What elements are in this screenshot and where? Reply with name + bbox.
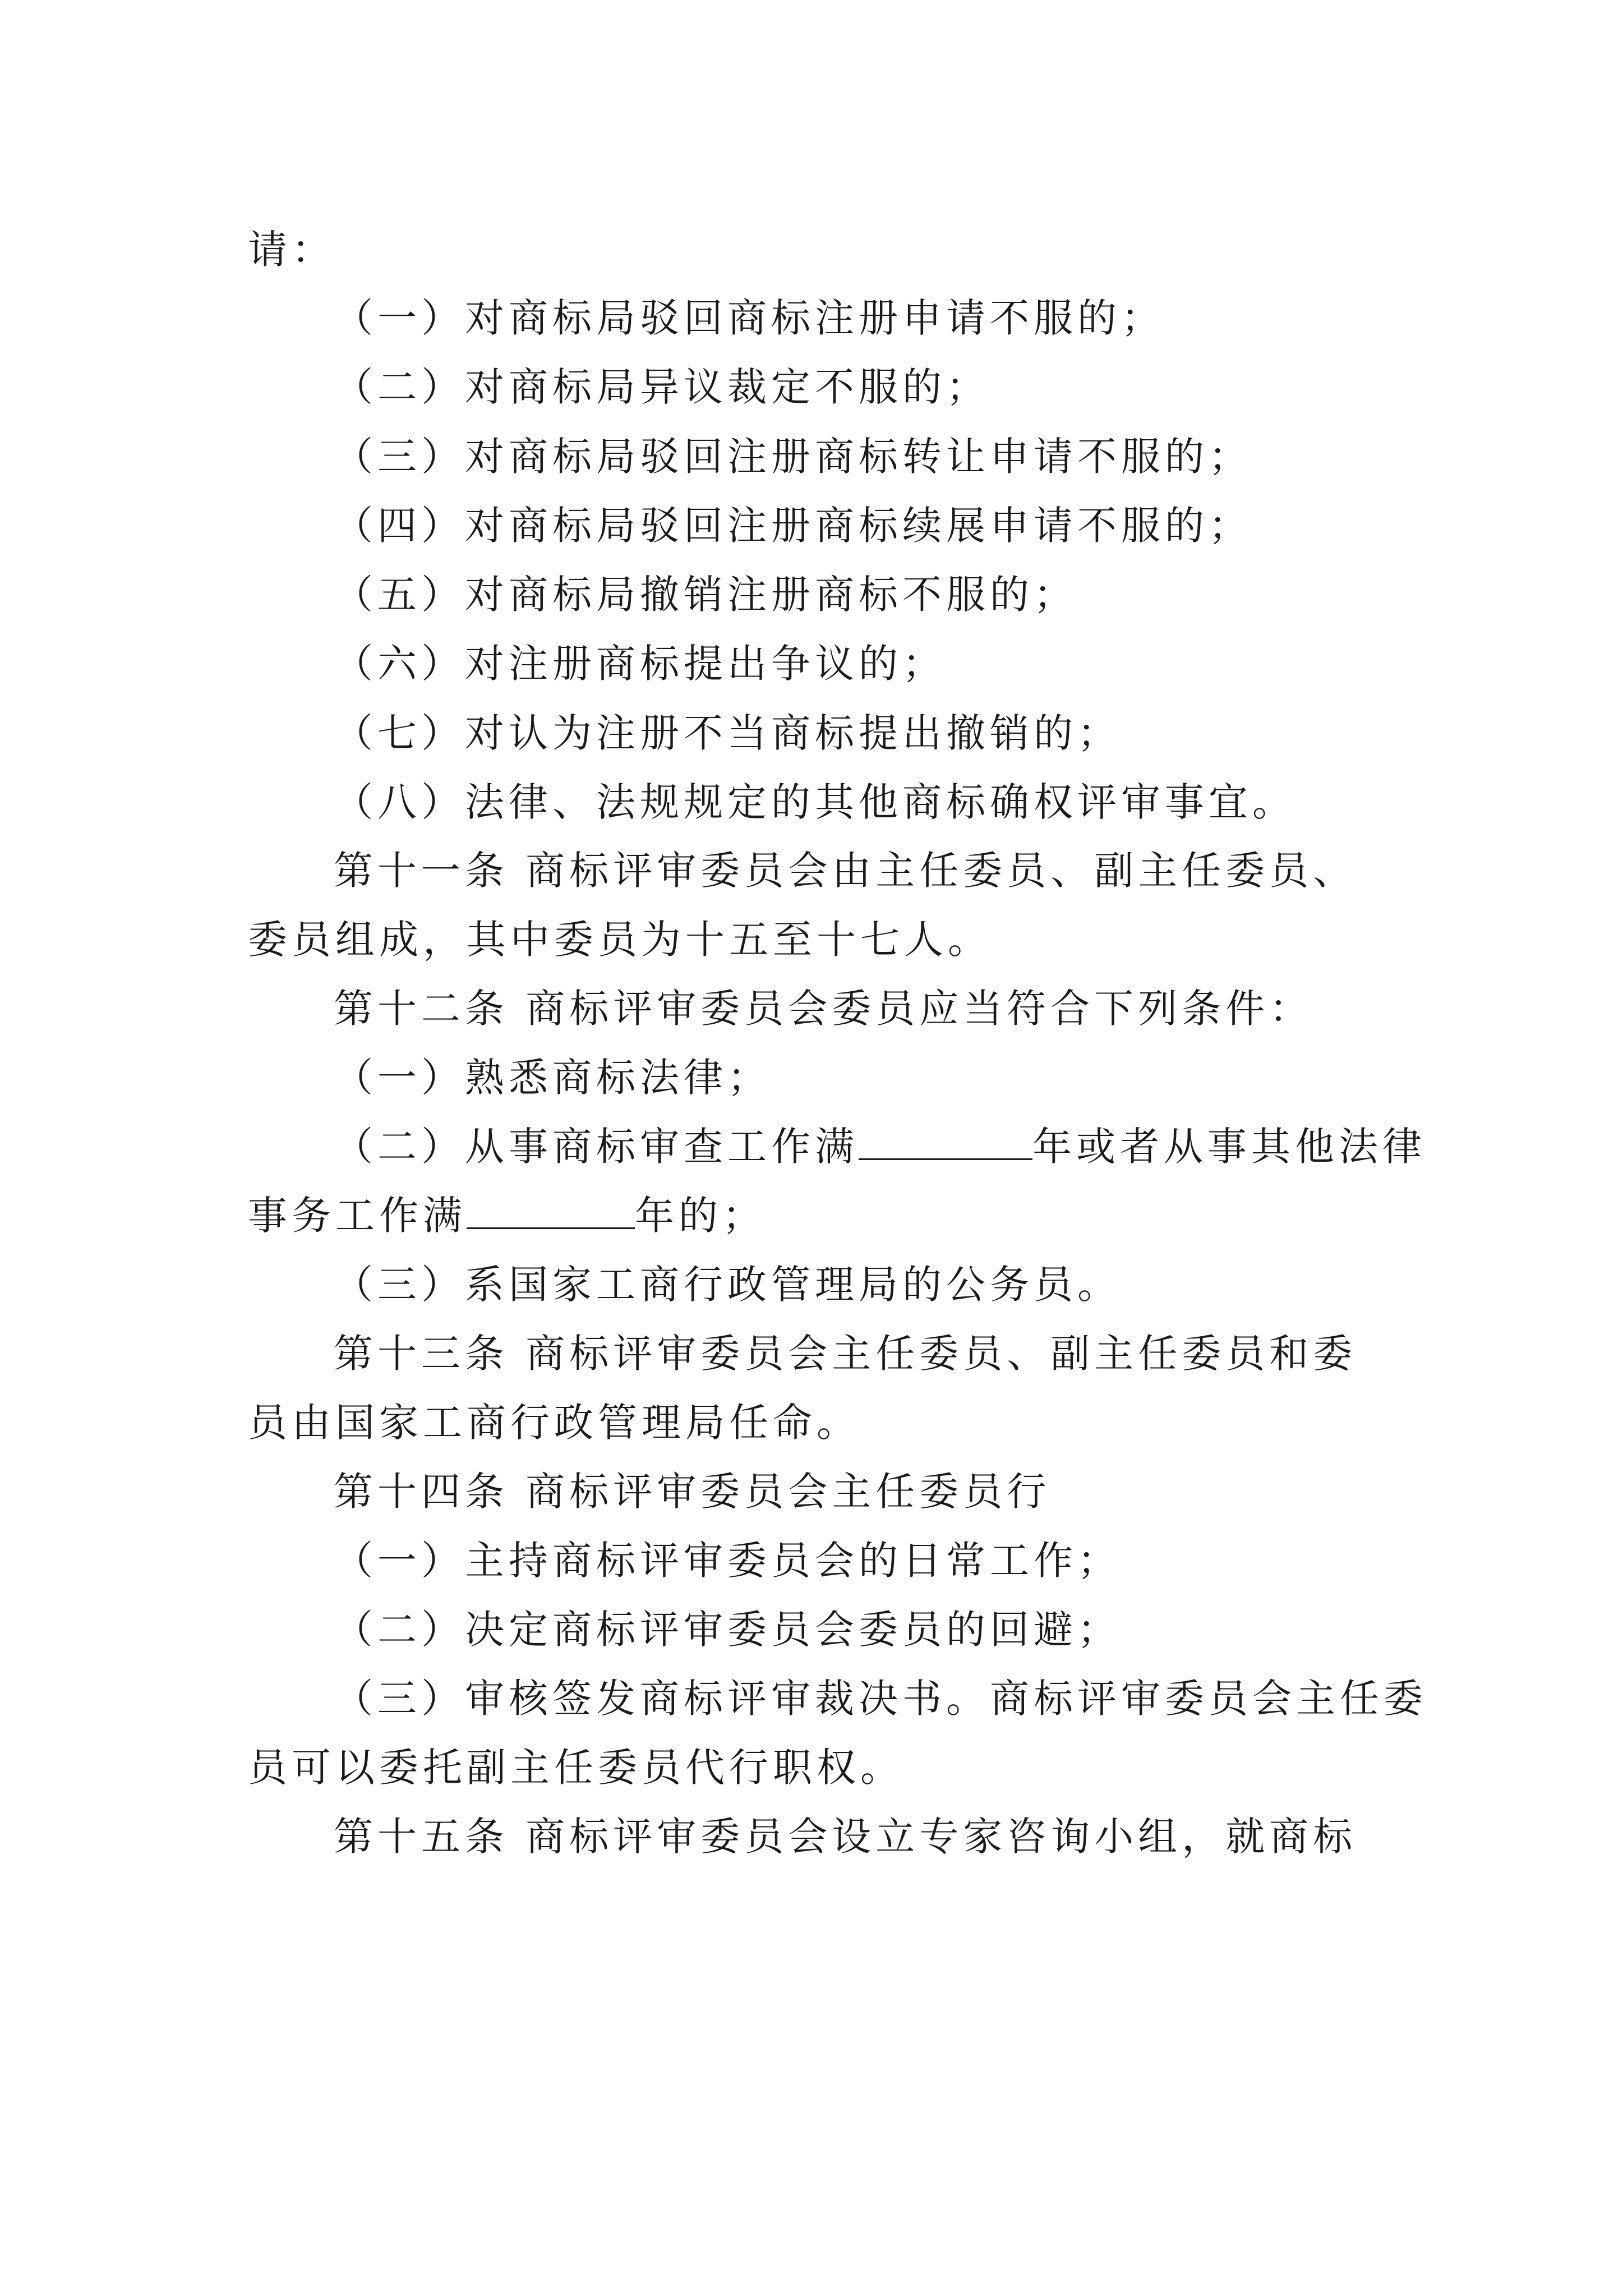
list-item-text: 年或者从事其他法律	[1032, 1124, 1426, 1170]
text-line: 员可以委托副主任委员代行职权。	[248, 1745, 904, 1791]
list-item: （一）对商标局驳回商标注册申请不服的；	[334, 295, 1165, 341]
list-item-text: （二）从事商标审查工作满	[334, 1124, 859, 1170]
fill-in-blank	[859, 1125, 1032, 1160]
text-line: 委员组成，其中委员为十五至十七人。	[248, 917, 992, 963]
list-item: （七）对认为注册不当商标提出撤销的；	[334, 710, 1121, 756]
list-item: （三）系国家工商行政管理局的公务员。	[334, 1262, 1121, 1308]
text-segment: 年的；	[635, 1193, 766, 1239]
list-item: （三）审核签发商标评审裁决书。商标评审委员会主任委	[334, 1676, 1427, 1722]
text-line	[248, 1185, 1392, 1246]
list-item: （三）对商标局驳回注册商标转让申请不服的；	[334, 434, 1252, 480]
article-heading-line: 第十四条 商标评审委员会主任委员行	[334, 1469, 1051, 1515]
text-segment: 事务工作满	[248, 1193, 467, 1239]
list-item: （四）对商标局驳回注册商标续展申请不服的；	[334, 503, 1252, 549]
list-item: （一）主持商标评审委员会的日常工作；	[334, 1538, 1121, 1584]
list-item: （二）对商标局异议裁定不服的；	[334, 364, 990, 410]
article-heading-line: 第十五条 商标评审委员会设立专家咨询小组，就商标	[334, 1814, 1357, 1860]
text-line: 请：	[248, 227, 335, 273]
list-item: （五）对商标局撤销注册商标不服的；	[334, 572, 1077, 618]
list-item: （六）对注册商标提出争议的；	[334, 641, 946, 687]
text-line: 员由国家工商行政管理局任命。	[248, 1400, 860, 1446]
list-item: （二）决定商标评审委员会委员的回避；	[334, 1607, 1121, 1653]
fill-in-blank	[467, 1194, 635, 1229]
article-heading-line: 第十一条 商标评审委员会由主任委员、副主任委员、	[334, 848, 1357, 894]
list-item: （一）熟悉商标法律；	[334, 1055, 771, 1101]
article-heading-line: 第十三条 商标评审委员会主任委员、副主任委员和委	[334, 1331, 1357, 1377]
article-heading-line: 第十二条 商标评审委员会委员应当符合下列条件：	[334, 986, 1313, 1032]
list-item: （八）法律、法规规定的其他商标确权评审事宜。	[334, 779, 1296, 825]
list-item	[334, 1116, 1426, 1177]
